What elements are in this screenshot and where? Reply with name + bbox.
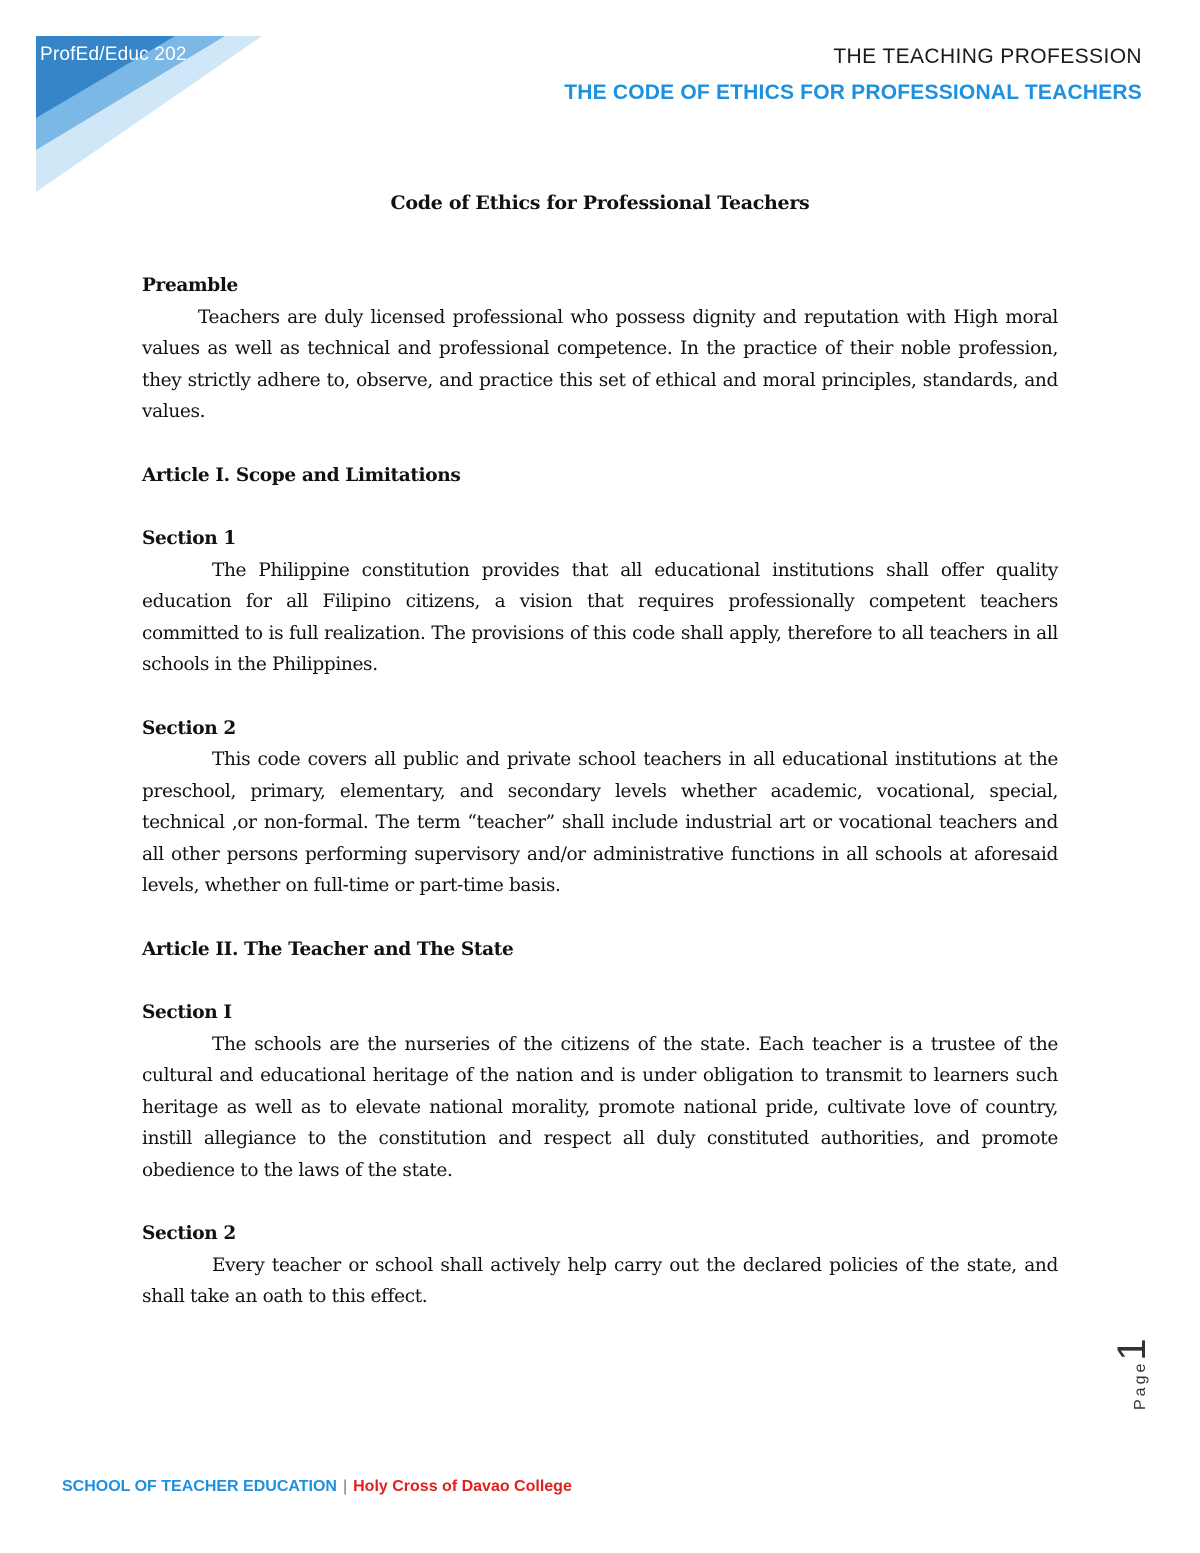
article-2-heading: Article II. The Teacher and The State (142, 938, 514, 960)
page-header (564, 44, 1142, 106)
header-subtitle: THE CODE OF ETHICS FOR PROFESSIONAL TEACHERS (564, 81, 1142, 104)
document-body (142, 270, 1058, 1313)
header-title: THE TEACHING PROFESSION (833, 45, 1142, 68)
article-1-section-2-heading: Section 2 (142, 717, 236, 739)
article-2-section-2-heading: Section 2 (142, 1223, 236, 1244)
article-2-section-1-paragraph: The schools are the nurseries of the citizens of the state. Each teacher is a trustee of the cultural and educational heritage of the nation and is under obligation to transmit to learners such heritage as well as to elevate national morality, promote national pride, cultivate love of country, instill allegiance to the constitution and respect all duly constituted authorities, and promote obedience to the laws of the state. (142, 1033, 1058, 1181)
footer-college: Holy Cross of Davao College (353, 1478, 572, 1495)
article-2-section-2-paragraph: Every teacher or school shall actively help carry out the declared policies of the state, and shall take an oath to this effect. (142, 1254, 1058, 1307)
course-badge: ProfEd/Educ 202 (40, 44, 187, 65)
document-title: Code of Ethics for Professional Teachers (390, 192, 810, 214)
article-1-section-1-heading: Section 1 (142, 528, 236, 549)
page-number: 1 (1110, 1338, 1154, 1361)
footer-school: SCHOOL OF TEACHER EDUCATION (62, 1478, 337, 1495)
article-1-heading: Article I. Scope and Limitations (142, 464, 461, 486)
article-1-section-2-paragraph: This code covers all public and private school teachers in all educational institutions at the preschool, primary, elementary, and secondary levels whether academic, vocational, special, technical ,or non-formal. The term “teacher” shall include industrial art or vocational teachers and all other persons performing supervisory and/or administrative functions in all schools at aforesaid levels, whether on full-time or part-time basis. (142, 749, 1058, 896)
corner-banner-graphic (0, 0, 270, 200)
article-1-section-1-paragraph: The Philippine constitution provides that all educational institutions shall offer quality education for all Filipino citizens, a vision that requires professionally competent teachers committed to is full realization. The provisions of this code shall apply, therefore to all teachers in all schools in the Philippines. (142, 559, 1058, 675)
preamble-paragraph: Teachers are duly licensed professional who possess dignity and reputation with High moral values as well as technical and professional competence. In the practice of their noble profession, they strictly adhere to, observe, and practice this set of ethical and moral principles, standards, and values. (142, 306, 1058, 422)
page-footer (62, 1478, 572, 1496)
article-2-section-1-heading: Section I (142, 1002, 232, 1023)
preamble-heading: Preamble (142, 275, 238, 296)
footer-separator: | (342, 1478, 348, 1495)
page-label: Page (1132, 1360, 1149, 1410)
page-number-vertical (1110, 1338, 1155, 1410)
